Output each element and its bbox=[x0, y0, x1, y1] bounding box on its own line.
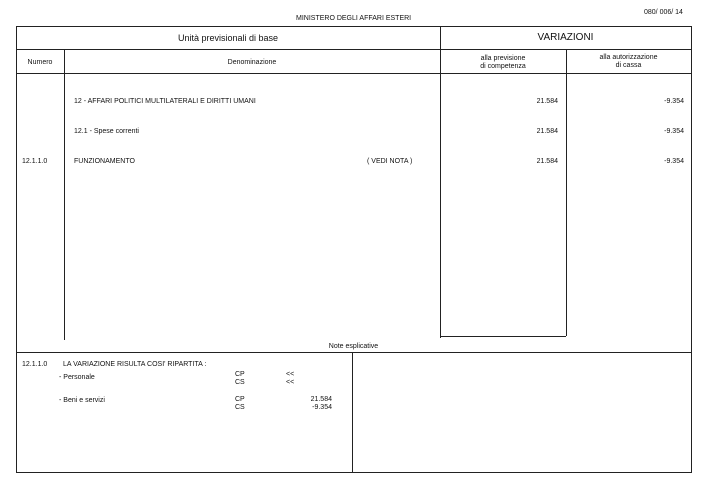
column-header-numero: Numero bbox=[27, 59, 53, 66]
row-denomination: 12.1 - Spese correnti bbox=[74, 128, 139, 135]
notes-title: Note esplicative bbox=[328, 343, 379, 350]
notes-line-type: CP bbox=[235, 371, 245, 378]
notes-line-value: 21.584 bbox=[310, 396, 332, 403]
column-header-cassa: alla autorizzazione bbox=[599, 54, 658, 61]
row-denomination: 12 - AFFARI POLITICI MULTILATERALI E DIRITTI UMANI bbox=[74, 98, 256, 105]
row-cassa-amount: -9.354 bbox=[664, 158, 684, 165]
notes-line-value: << bbox=[286, 371, 295, 378]
notes-line-value: -9.354 bbox=[312, 404, 332, 411]
group-header-variations: VARIAZIONI bbox=[537, 32, 594, 43]
column-header-cassa-2: di cassa bbox=[615, 62, 642, 69]
column-header-competenza-2: di competenza bbox=[480, 63, 526, 70]
notes-line-type: CS bbox=[235, 379, 245, 386]
group-header-base-units: Unità previsionali di base bbox=[177, 33, 279, 43]
row-note-reference: ( VEDI NOTA ) bbox=[367, 158, 413, 165]
notes-item-label: - Beni e servizi bbox=[59, 397, 105, 404]
notes-code: 12.1.1.0 bbox=[22, 361, 48, 368]
column-header-competenza: alla previsione bbox=[480, 55, 526, 62]
column-header-denominazione: Denominazione bbox=[227, 59, 277, 66]
row-competenza-amount: 21.584 bbox=[536, 128, 558, 135]
notes-item-label: - Personale bbox=[59, 374, 95, 381]
notes-line-type: CS bbox=[235, 404, 245, 411]
row-cassa-amount: -9.354 bbox=[664, 128, 684, 135]
row-competenza-amount: 21.584 bbox=[536, 158, 558, 165]
notes-line-value: << bbox=[286, 379, 295, 386]
row-competenza-amount: 21.584 bbox=[536, 98, 558, 105]
row-number: 12.1.1.0 bbox=[22, 158, 48, 165]
notes-heading: LA VARIAZIONE RISULTA COSI' RIPARTITA : bbox=[63, 361, 207, 368]
page-reference: 080/ 006/ 14 bbox=[644, 9, 683, 16]
row-cassa-amount: -9.354 bbox=[664, 98, 684, 105]
ministry-title: MINISTERO DEGLI AFFARI ESTERI bbox=[296, 15, 412, 22]
row-denomination: FUNZIONAMENTO bbox=[74, 158, 135, 165]
notes-line-type: CP bbox=[235, 396, 245, 403]
